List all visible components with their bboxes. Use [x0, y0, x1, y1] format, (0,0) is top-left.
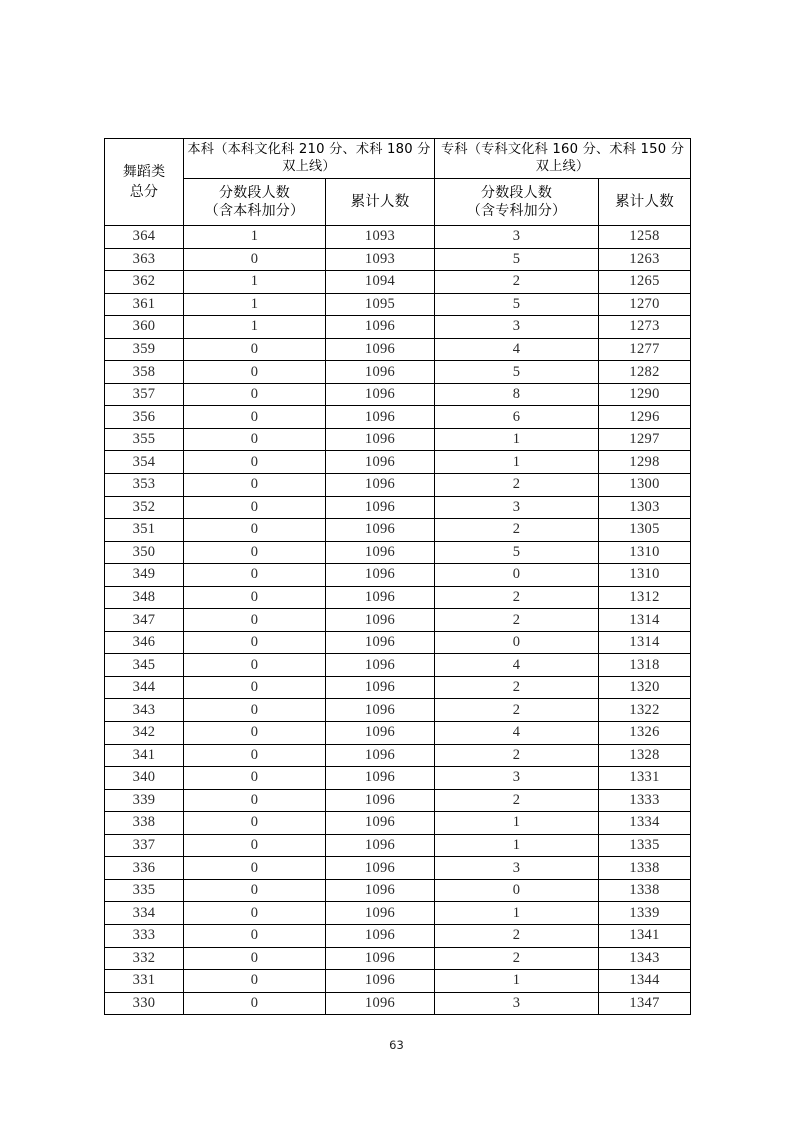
- table-row: [105, 789, 691, 812]
- table-row: [105, 631, 691, 654]
- cell-junior-college-cumulative: 1318: [599, 654, 691, 677]
- cell-junior-college-cumulative: 1303: [599, 496, 691, 519]
- table-row: [105, 699, 691, 722]
- header-junior-college-segment-count-line2: （含专科加分）: [466, 203, 567, 219]
- cell-total-score: 351: [105, 519, 184, 542]
- table-row: [105, 609, 691, 632]
- cell-undergraduate-cumulative: 1094: [326, 271, 435, 294]
- table-row: [105, 519, 691, 542]
- cell-total-score: 347: [105, 609, 184, 632]
- cell-total-score: 361: [105, 293, 184, 316]
- cell-total-score: 332: [105, 947, 184, 970]
- cell-total-score: 354: [105, 451, 184, 474]
- cell-junior-college-segment-count: 5: [435, 361, 599, 384]
- table-row: [105, 857, 691, 880]
- cell-junior-college-cumulative: 1265: [599, 271, 691, 294]
- cell-undergraduate-segment-count: 0: [184, 586, 326, 609]
- cell-undergraduate-cumulative: 1096: [326, 631, 435, 654]
- page-number: 63: [389, 1038, 404, 1052]
- cell-total-score: 330: [105, 992, 184, 1015]
- cell-junior-college-cumulative: 1298: [599, 451, 691, 474]
- table-row: [105, 361, 691, 384]
- cell-undergraduate-cumulative: 1096: [326, 541, 435, 564]
- header-junior-college-segment-count: [435, 179, 599, 226]
- cell-junior-college-cumulative: 1322: [599, 699, 691, 722]
- table-row: [105, 316, 691, 339]
- cell-junior-college-segment-count: 2: [435, 744, 599, 767]
- cell-total-score: 343: [105, 699, 184, 722]
- cell-junior-college-segment-count: 0: [435, 631, 599, 654]
- cell-junior-college-cumulative: 1335: [599, 834, 691, 857]
- cell-junior-college-segment-count: 3: [435, 767, 599, 790]
- header-undergraduate-segment-count: [184, 179, 326, 226]
- cell-undergraduate-segment-count: 0: [184, 451, 326, 474]
- cell-junior-college-cumulative: 1333: [599, 789, 691, 812]
- cell-junior-college-cumulative: 1314: [599, 631, 691, 654]
- table-row: [105, 271, 691, 294]
- cell-undergraduate-segment-count: 0: [184, 834, 326, 857]
- cell-undergraduate-cumulative: 1096: [326, 834, 435, 857]
- cell-undergraduate-segment-count: 0: [184, 383, 326, 406]
- cell-undergraduate-segment-count: 0: [184, 654, 326, 677]
- cell-undergraduate-segment-count: 0: [184, 428, 326, 451]
- cell-undergraduate-segment-count: 0: [184, 361, 326, 384]
- cell-junior-college-segment-count: 3: [435, 226, 599, 249]
- cell-junior-college-segment-count: 3: [435, 316, 599, 339]
- cell-junior-college-cumulative: 1282: [599, 361, 691, 384]
- cell-total-score: 338: [105, 812, 184, 835]
- score-distribution-table: [104, 138, 691, 1015]
- cell-junior-college-segment-count: 0: [435, 564, 599, 587]
- cell-undergraduate-segment-count: 0: [184, 699, 326, 722]
- cell-undergraduate-segment-count: 0: [184, 992, 326, 1015]
- cell-junior-college-cumulative: 1338: [599, 857, 691, 880]
- cell-total-score: 357: [105, 383, 184, 406]
- table-row: [105, 947, 691, 970]
- cell-undergraduate-segment-count: 0: [184, 812, 326, 835]
- cell-total-score: 352: [105, 496, 184, 519]
- cell-total-score: 363: [105, 248, 184, 271]
- cell-undergraduate-segment-count: 0: [184, 970, 326, 993]
- cell-junior-college-cumulative: 1312: [599, 586, 691, 609]
- cell-junior-college-segment-count: 5: [435, 541, 599, 564]
- cell-total-score: 333: [105, 924, 184, 947]
- table-row: [105, 902, 691, 925]
- cell-total-score: 350: [105, 541, 184, 564]
- cell-total-score: 340: [105, 767, 184, 790]
- cell-junior-college-segment-count: 6: [435, 406, 599, 429]
- cell-undergraduate-cumulative: 1096: [326, 586, 435, 609]
- cell-undergraduate-cumulative: 1096: [326, 970, 435, 993]
- cell-junior-college-cumulative: 1258: [599, 226, 691, 249]
- cell-undergraduate-cumulative: 1096: [326, 857, 435, 880]
- cell-total-score: 346: [105, 631, 184, 654]
- cell-undergraduate-segment-count: 1: [184, 316, 326, 339]
- cell-undergraduate-cumulative: 1096: [326, 699, 435, 722]
- table-row: [105, 474, 691, 497]
- cell-junior-college-segment-count: 5: [435, 293, 599, 316]
- cell-total-score: 359: [105, 338, 184, 361]
- cell-undergraduate-segment-count: 1: [184, 293, 326, 316]
- cell-undergraduate-segment-count: 0: [184, 564, 326, 587]
- cell-junior-college-segment-count: 1: [435, 902, 599, 925]
- cell-undergraduate-cumulative: 1096: [326, 789, 435, 812]
- header-junior-college-cumulative: 累计人数: [599, 179, 691, 226]
- cell-undergraduate-segment-count: 0: [184, 676, 326, 699]
- header-undergraduate-segment-count-line1: 分数段人数: [219, 184, 290, 201]
- cell-junior-college-segment-count: 2: [435, 947, 599, 970]
- cell-total-score: 331: [105, 970, 184, 993]
- header-undergraduate-group: 本科（本科文化科 210 分、术科 180 分双上线）: [184, 139, 435, 179]
- table-row: [105, 992, 691, 1015]
- cell-total-score: 342: [105, 722, 184, 745]
- cell-undergraduate-cumulative: 1096: [326, 654, 435, 677]
- cell-junior-college-cumulative: 1273: [599, 316, 691, 339]
- cell-junior-college-cumulative: 1296: [599, 406, 691, 429]
- cell-undergraduate-cumulative: 1096: [326, 812, 435, 835]
- header-total-score: [105, 139, 184, 226]
- cell-junior-college-cumulative: 1331: [599, 767, 691, 790]
- table-row: [105, 383, 691, 406]
- cell-undergraduate-cumulative: 1096: [326, 474, 435, 497]
- cell-undergraduate-cumulative: 1093: [326, 248, 435, 271]
- cell-junior-college-segment-count: 4: [435, 654, 599, 677]
- cell-junior-college-segment-count: 2: [435, 676, 599, 699]
- cell-total-score: 356: [105, 406, 184, 429]
- cell-junior-college-cumulative: 1297: [599, 428, 691, 451]
- table-row: [105, 406, 691, 429]
- cell-junior-college-cumulative: 1270: [599, 293, 691, 316]
- cell-junior-college-cumulative: 1305: [599, 519, 691, 542]
- cell-junior-college-segment-count: 2: [435, 924, 599, 947]
- cell-undergraduate-segment-count: 0: [184, 631, 326, 654]
- cell-total-score: 360: [105, 316, 184, 339]
- cell-undergraduate-cumulative: 1096: [326, 992, 435, 1015]
- cell-total-score: 349: [105, 564, 184, 587]
- cell-junior-college-cumulative: 1320: [599, 676, 691, 699]
- cell-junior-college-cumulative: 1341: [599, 924, 691, 947]
- cell-junior-college-cumulative: 1334: [599, 812, 691, 835]
- table-row: [105, 834, 691, 857]
- cell-junior-college-segment-count: 4: [435, 338, 599, 361]
- cell-undergraduate-segment-count: 1: [184, 226, 326, 249]
- cell-junior-college-cumulative: 1290: [599, 383, 691, 406]
- table-row: [105, 767, 691, 790]
- cell-junior-college-cumulative: 1347: [599, 992, 691, 1015]
- header-undergraduate-cumulative: 累计人数: [326, 179, 435, 226]
- cell-total-score: 337: [105, 834, 184, 857]
- cell-junior-college-cumulative: 1328: [599, 744, 691, 767]
- cell-undergraduate-segment-count: 0: [184, 248, 326, 271]
- header-total-score-line2: 总分: [129, 184, 159, 200]
- table-row: [105, 226, 691, 249]
- table-row: [105, 924, 691, 947]
- cell-junior-college-segment-count: 4: [435, 722, 599, 745]
- table-row: [105, 676, 691, 699]
- cell-undergraduate-cumulative: 1095: [326, 293, 435, 316]
- cell-undergraduate-segment-count: 0: [184, 541, 326, 564]
- cell-undergraduate-cumulative: 1096: [326, 744, 435, 767]
- cell-total-score: 345: [105, 654, 184, 677]
- table-row: [105, 654, 691, 677]
- cell-junior-college-segment-count: 2: [435, 789, 599, 812]
- cell-undergraduate-cumulative: 1096: [326, 316, 435, 339]
- cell-total-score: 334: [105, 902, 184, 925]
- cell-undergraduate-cumulative: 1093: [326, 226, 435, 249]
- cell-undergraduate-segment-count: 0: [184, 879, 326, 902]
- table-row: [105, 293, 691, 316]
- table-row: [105, 564, 691, 587]
- table-row: [105, 496, 691, 519]
- cell-undergraduate-segment-count: 1: [184, 271, 326, 294]
- cell-undergraduate-segment-count: 0: [184, 947, 326, 970]
- cell-total-score: 362: [105, 271, 184, 294]
- header-row-sub: [105, 179, 691, 226]
- cell-junior-college-segment-count: 2: [435, 474, 599, 497]
- cell-undergraduate-cumulative: 1096: [326, 406, 435, 429]
- cell-junior-college-segment-count: 3: [435, 992, 599, 1015]
- cell-undergraduate-segment-count: 0: [184, 744, 326, 767]
- cell-undergraduate-cumulative: 1096: [326, 564, 435, 587]
- cell-junior-college-segment-count: 1: [435, 970, 599, 993]
- header-junior-college-group: 专科（专科文化科 160 分、术科 150 分双上线）: [435, 139, 691, 179]
- cell-undergraduate-cumulative: 1096: [326, 902, 435, 925]
- header-junior-college-segment-count-line1: 分数段人数: [481, 184, 553, 201]
- cell-undergraduate-cumulative: 1096: [326, 451, 435, 474]
- cell-undergraduate-segment-count: 0: [184, 767, 326, 790]
- table-row: [105, 586, 691, 609]
- table-header: [105, 139, 691, 226]
- cell-total-score: 358: [105, 361, 184, 384]
- cell-junior-college-segment-count: 2: [435, 609, 599, 632]
- cell-junior-college-segment-count: 1: [435, 812, 599, 835]
- cell-total-score: 355: [105, 428, 184, 451]
- cell-junior-college-cumulative: 1310: [599, 564, 691, 587]
- cell-junior-college-cumulative: 1300: [599, 474, 691, 497]
- cell-undergraduate-segment-count: 0: [184, 496, 326, 519]
- cell-undergraduate-segment-count: 0: [184, 609, 326, 632]
- cell-junior-college-cumulative: 1277: [599, 338, 691, 361]
- table-row: [105, 744, 691, 767]
- cell-total-score: 348: [105, 586, 184, 609]
- table-body: [105, 226, 691, 1015]
- header-row-group: [105, 139, 691, 179]
- cell-undergraduate-cumulative: 1096: [326, 496, 435, 519]
- cell-total-score: 353: [105, 474, 184, 497]
- cell-junior-college-segment-count: 1: [435, 428, 599, 451]
- cell-undergraduate-cumulative: 1096: [326, 924, 435, 947]
- cell-undergraduate-segment-count: 0: [184, 474, 326, 497]
- cell-undergraduate-cumulative: 1096: [326, 361, 435, 384]
- cell-undergraduate-segment-count: 0: [184, 338, 326, 361]
- cell-total-score: 339: [105, 789, 184, 812]
- cell-junior-college-cumulative: 1343: [599, 947, 691, 970]
- cell-undergraduate-segment-count: 0: [184, 857, 326, 880]
- cell-undergraduate-segment-count: 0: [184, 789, 326, 812]
- cell-undergraduate-cumulative: 1096: [326, 767, 435, 790]
- cell-junior-college-segment-count: 1: [435, 451, 599, 474]
- cell-undergraduate-cumulative: 1096: [326, 428, 435, 451]
- table-row: [105, 812, 691, 835]
- score-distribution-table-container: [104, 138, 690, 1015]
- cell-junior-college-cumulative: 1263: [599, 248, 691, 271]
- cell-total-score: 336: [105, 857, 184, 880]
- cell-total-score: 364: [105, 226, 184, 249]
- cell-total-score: 344: [105, 676, 184, 699]
- cell-undergraduate-segment-count: 0: [184, 924, 326, 947]
- cell-junior-college-segment-count: 3: [435, 857, 599, 880]
- cell-junior-college-segment-count: 2: [435, 519, 599, 542]
- table-row: [105, 722, 691, 745]
- table-row: [105, 451, 691, 474]
- cell-total-score: 335: [105, 879, 184, 902]
- cell-junior-college-cumulative: 1326: [599, 722, 691, 745]
- cell-undergraduate-segment-count: 0: [184, 902, 326, 925]
- cell-junior-college-segment-count: 2: [435, 699, 599, 722]
- cell-undergraduate-cumulative: 1096: [326, 879, 435, 902]
- cell-junior-college-cumulative: 1339: [599, 902, 691, 925]
- table-row: [105, 879, 691, 902]
- cell-junior-college-segment-count: 5: [435, 248, 599, 271]
- cell-undergraduate-cumulative: 1096: [326, 722, 435, 745]
- cell-undergraduate-cumulative: 1096: [326, 383, 435, 406]
- cell-junior-college-segment-count: 2: [435, 586, 599, 609]
- cell-junior-college-cumulative: 1310: [599, 541, 691, 564]
- cell-junior-college-cumulative: 1344: [599, 970, 691, 993]
- cell-junior-college-segment-count: 2: [435, 271, 599, 294]
- cell-undergraduate-cumulative: 1096: [326, 609, 435, 632]
- cell-junior-college-cumulative: 1314: [599, 609, 691, 632]
- table-row: [105, 248, 691, 271]
- cell-junior-college-segment-count: 0: [435, 879, 599, 902]
- table-row: [105, 428, 691, 451]
- table-row: [105, 970, 691, 993]
- header-undergraduate-segment-count-line2: （含本科加分）: [204, 203, 305, 219]
- cell-junior-college-segment-count: 1: [435, 834, 599, 857]
- cell-undergraduate-cumulative: 1096: [326, 338, 435, 361]
- table-row: [105, 541, 691, 564]
- cell-total-score: 341: [105, 744, 184, 767]
- cell-undergraduate-cumulative: 1096: [326, 519, 435, 542]
- cell-undergraduate-cumulative: 1096: [326, 676, 435, 699]
- cell-junior-college-segment-count: 3: [435, 496, 599, 519]
- cell-junior-college-segment-count: 8: [435, 383, 599, 406]
- cell-undergraduate-segment-count: 0: [184, 519, 326, 542]
- cell-undergraduate-segment-count: 0: [184, 722, 326, 745]
- cell-undergraduate-segment-count: 0: [184, 406, 326, 429]
- header-total-score-line1: 舞蹈类: [122, 163, 166, 180]
- cell-junior-college-cumulative: 1338: [599, 879, 691, 902]
- cell-undergraduate-cumulative: 1096: [326, 947, 435, 970]
- table-row: [105, 338, 691, 361]
